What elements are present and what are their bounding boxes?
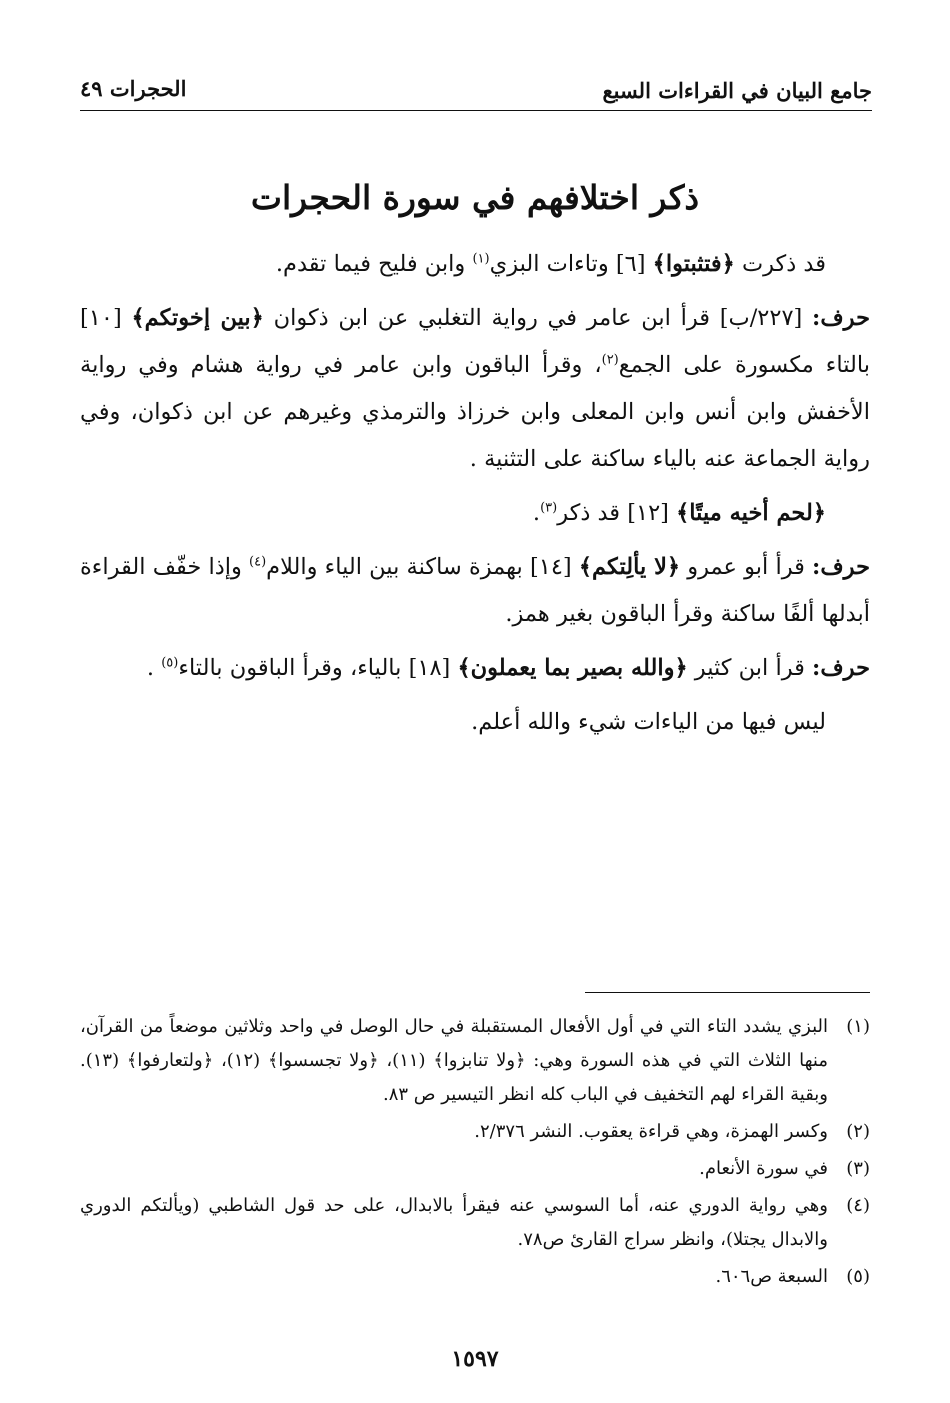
harf-label: حرف: — [812, 554, 870, 580]
footnotes — [80, 1010, 870, 1297]
paragraph-4 — [80, 544, 870, 638]
text-run: . — [532, 500, 541, 526]
verse-quote: ﴿والله بصير بما يعملون﴾ — [457, 655, 688, 681]
surah-page-label: الحجرات ٤٩ — [80, 76, 187, 101]
text-run: [٦] وتاءات البزي — [489, 251, 653, 277]
footnote-text: في سورة الأنعام. — [699, 1158, 828, 1179]
text-run: [١٠] بالتاء مكسورة على الجمع — [80, 305, 870, 378]
text-run: . — [146, 655, 162, 681]
footnote-number: (٥) — [846, 1266, 870, 1287]
text-run: [١٢] قد ذكر — [557, 500, 677, 526]
footnote-text: السبعة ص٦٠٦. — [715, 1266, 828, 1287]
footnote-ref: (١) — [472, 251, 490, 267]
text-run: ، وقرأ الباقون وابن عامر في رواية هشام وفي رواية الأخفش وابن أنس وابن المعلى وابن خرزاذ والترمذي وغيرهم عن ابن ذكوان، وفي رواية الجماعة عنه بالياء ساكنة على التثنية . — [80, 352, 870, 472]
footnote-ref: (٥) — [161, 655, 179, 671]
paragraph-5 — [80, 645, 870, 692]
text-run: [١٤] بهمزة ساكنة بين الياء واللام — [266, 554, 579, 580]
footnote-ref: (٤) — [249, 554, 267, 570]
footnote-ref: (٢) — [601, 352, 619, 368]
footnote-text: وهي رواية الدوري عنه، أما السوسي عنه فيقرأ بالابدال، على حد قول الشاطبي (ويألتكم الدوري والابدال يجتلا)، وانظر سراج القارئ ص٧٨. — [80, 1195, 828, 1250]
text-run: وابن فليح فيما تقدم. — [275, 251, 473, 277]
footnote-item — [80, 1260, 870, 1294]
paragraph-2 — [80, 295, 870, 483]
footnote-ref: (٣) — [540, 500, 558, 516]
harf-label: حرف: — [812, 655, 870, 681]
footnote-number: (٣) — [846, 1158, 870, 1179]
footnote-separator — [585, 992, 870, 993]
text-run: [١٨] بالياء، وقرأ الباقون بالتاء — [178, 655, 458, 681]
footnote-item — [80, 1115, 870, 1149]
book-title: جامع البيان في القراءات السبع — [602, 78, 872, 103]
chapter-title: ذكر اختلافهم في سورة الحجرات — [250, 178, 700, 217]
text-run: قرأ أبو عمرو — [680, 554, 813, 580]
text-run: [٢٢٧/ب] قرأ ابن عامر في رواية التغلبي عن ابن ذكوان — [263, 305, 813, 331]
paragraph-3 — [80, 490, 870, 537]
footnote-text: وكسر الهمزة، وهي قراءة يعقوب. النشر ٢/٣٧٦. — [474, 1121, 828, 1142]
harf-label: حرف: — [812, 305, 870, 331]
footnote-item — [80, 1010, 870, 1112]
verse-quote: ﴿فتثبتوا﴾ — [652, 251, 735, 277]
running-header — [80, 74, 872, 111]
paragraph-6: ليس فيها من الياءات شيء والله أعلم. — [471, 709, 826, 735]
verse-quote: ﴿بين إخوتكم﴾ — [131, 305, 264, 331]
text-run: قد ذكرت — [734, 251, 826, 277]
text-run: وإذا خفّف القراءة أبدلها ألفًا ساكنة وقرأ الباقون بغير همز. — [80, 554, 870, 627]
footnote-number: (٤) — [846, 1195, 870, 1216]
footnote-number: (١) — [846, 1016, 870, 1037]
footnote-item — [80, 1152, 870, 1186]
text-run: قرأ ابن كثير — [687, 655, 813, 681]
paragraph-1 — [80, 241, 870, 288]
verse-quote: ﴿لحم أخيه ميتًا﴾ — [676, 500, 826, 526]
page-number: ١٥٩٧ — [451, 1346, 499, 1372]
footnote-text: البزي يشدد التاء التي في أول الأفعال المستقبلة في حال الوصل في واحد وثلاثين موضعاً من القرآن، منها الثلاث التي في هذه السورة وهي: ﴿ولا تنابزوا﴾ (١١)، ﴿ولا تجسسوا﴾ (١٢)، ﴿ولتعارفوا﴾ (١٣). وبقية القراء لهم التخفيف في الباب كله انظر التيسير ص ٨٣. — [80, 1016, 829, 1105]
verse-quote: ﴿لا يألِتكم﴾ — [578, 554, 681, 580]
footnote-item — [80, 1189, 870, 1257]
main-text — [80, 241, 870, 753]
footnote-number: (٢) — [846, 1121, 870, 1142]
